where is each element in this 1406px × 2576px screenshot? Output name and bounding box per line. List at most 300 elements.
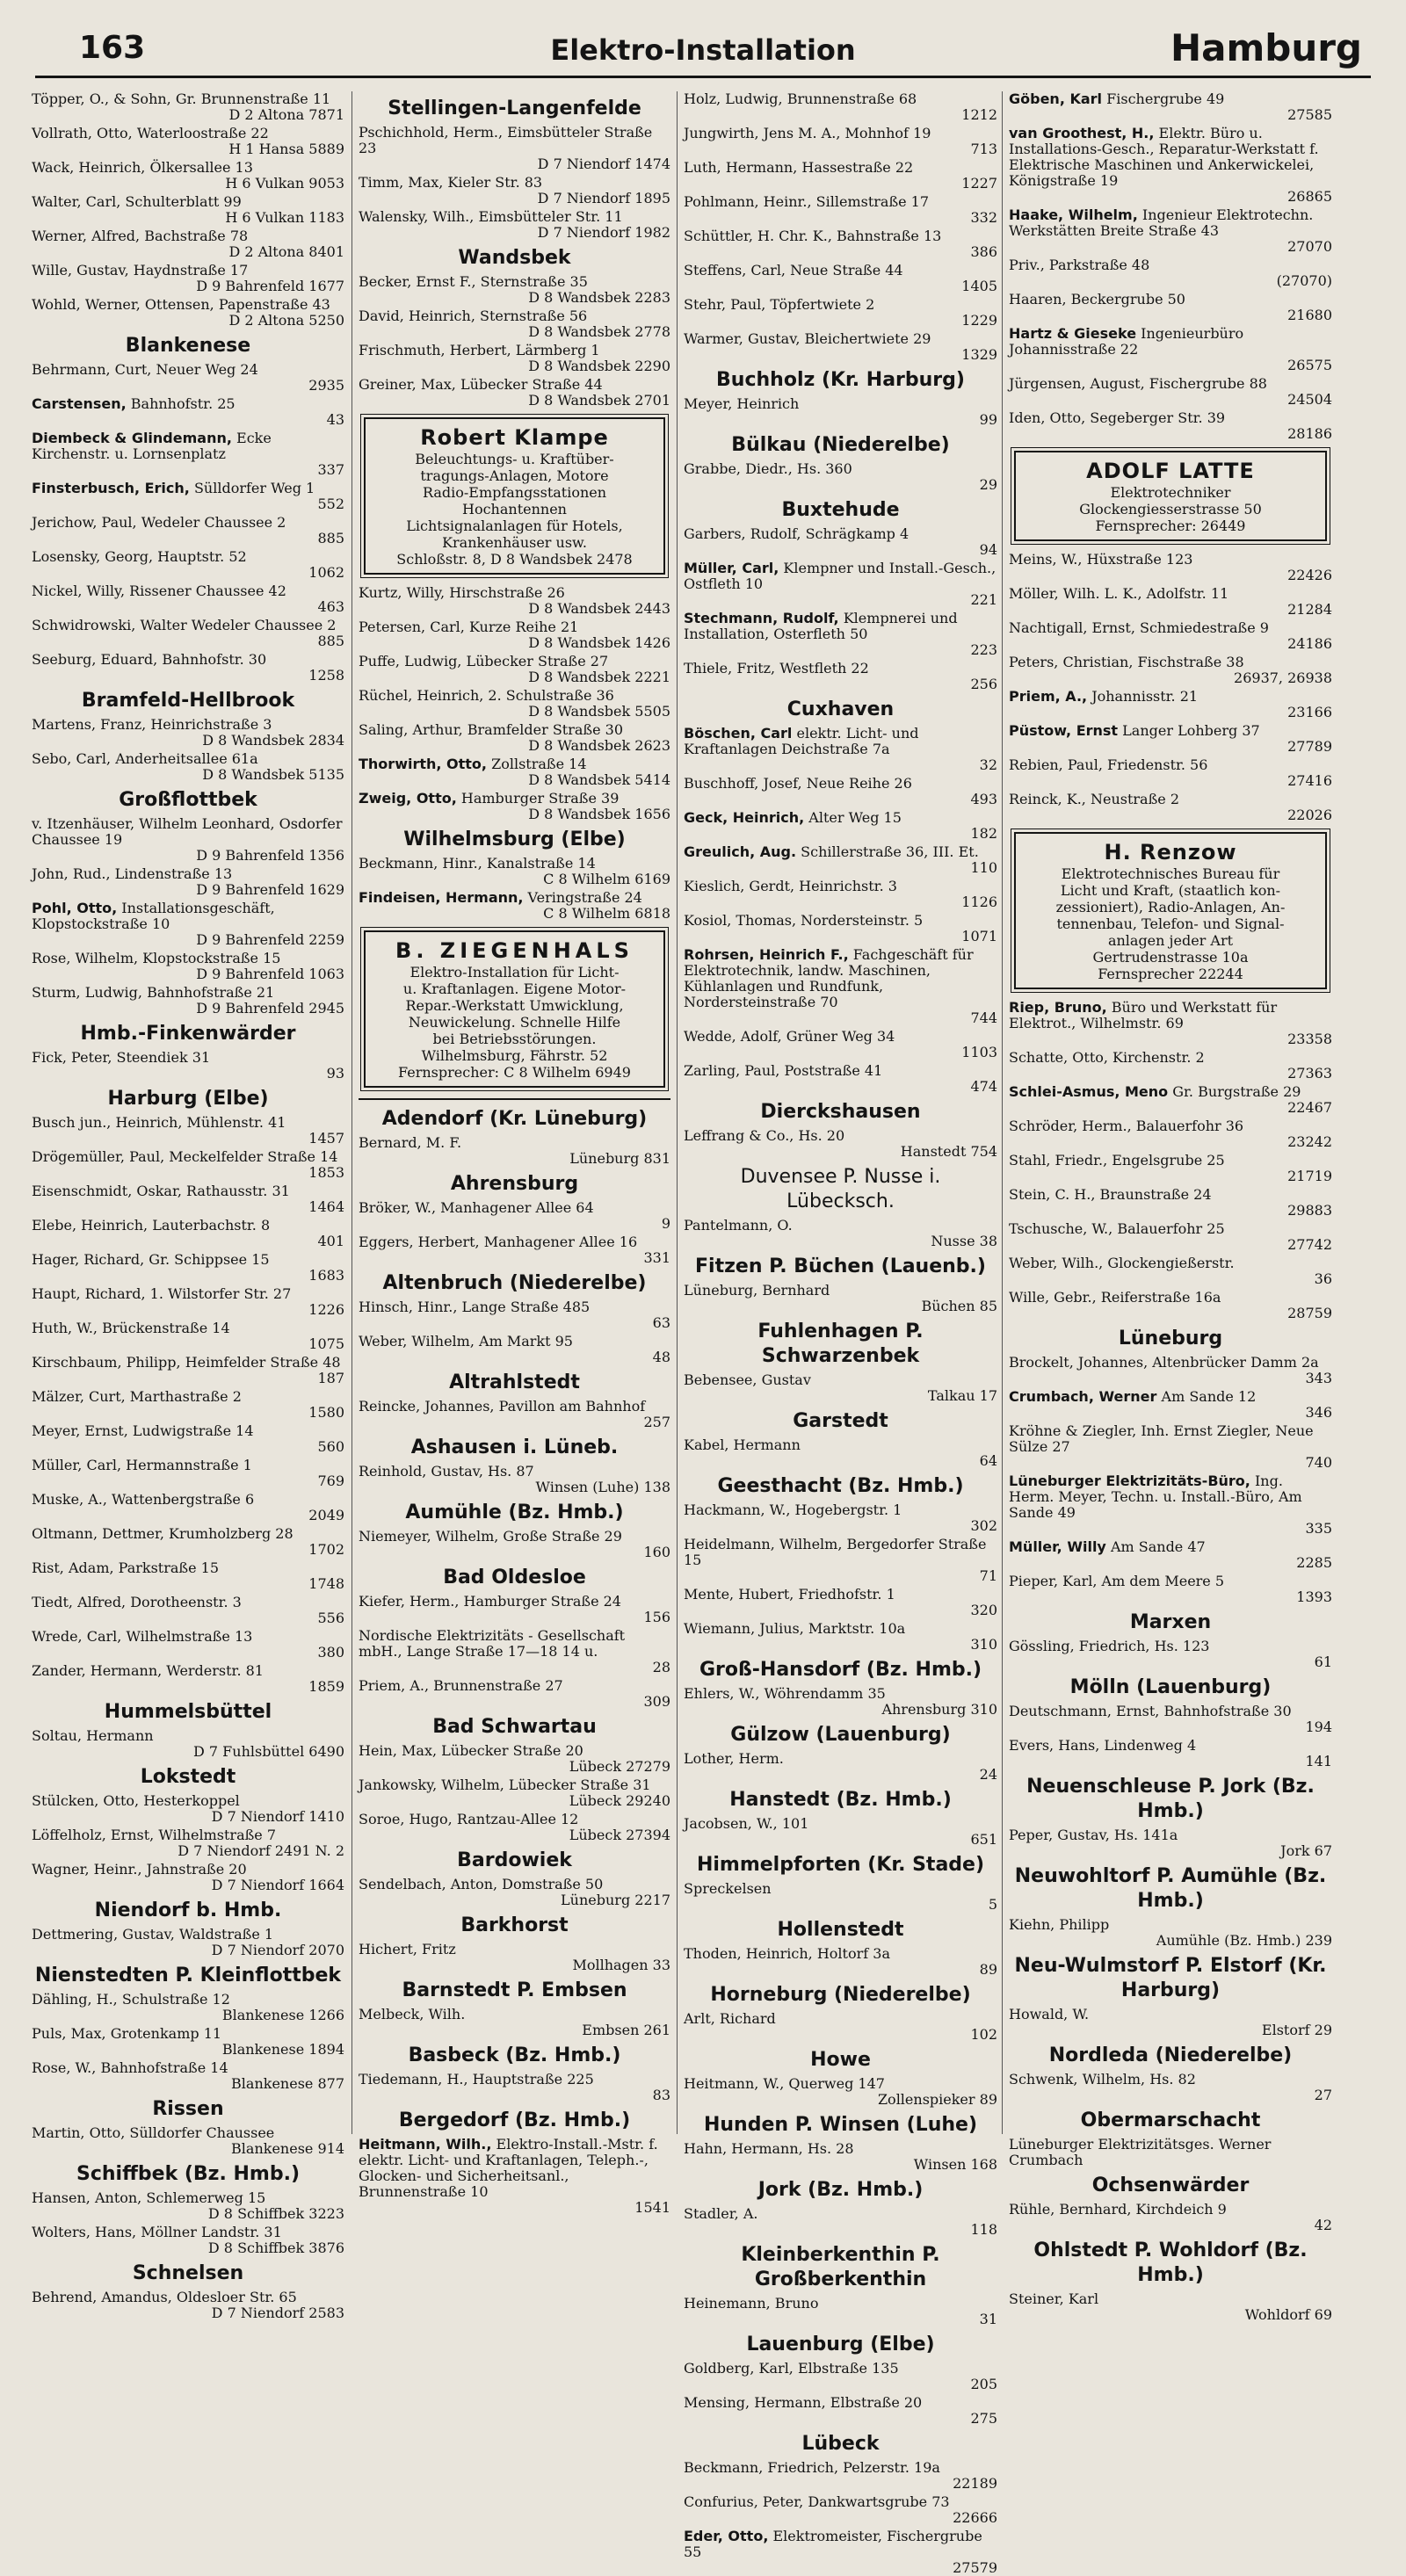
entry-name: Drögemüller, Paul, Meckelfelder Straße 14 xyxy=(32,1148,338,1165)
directory-entry xyxy=(32,1149,344,1181)
directory-entry xyxy=(1009,1704,1332,1735)
directory-entry xyxy=(32,1862,344,1893)
section-heading: Bramfeld-Hellbrook xyxy=(81,690,295,712)
advertisement-title: H. Renzow xyxy=(1104,840,1237,865)
advertisement-line: Licht und Kraft, (staatlich kon- xyxy=(1060,882,1281,899)
entry-details: Veringstraße 24 xyxy=(523,889,642,906)
column-4 xyxy=(1009,90,1332,2323)
entry-name: Peper, Gustav, Hs. 141a xyxy=(1009,1827,1178,1843)
directory-entry xyxy=(359,1877,670,1908)
entry-phone: D 9 Bahrenfeld 1356 xyxy=(196,847,344,864)
entry-name: Weber, Wilh., Glockengießerstr. xyxy=(1009,1255,1235,1271)
entry-phone: 83 xyxy=(652,2087,670,2103)
section-heading: Fitzen P. Büchen (Lauenb.) xyxy=(695,1255,986,1277)
directory-entry xyxy=(684,2494,997,2526)
entry-details: Bahnhofstr. 25 xyxy=(126,395,236,412)
entry-name: Losensky, Georg, Hauptstr. 52 xyxy=(32,548,247,565)
directory-entry xyxy=(1009,792,1332,823)
section-heading: Bülkau (Niederelbe) xyxy=(731,434,950,456)
directory-entry xyxy=(1009,757,1332,789)
entry-phone: D 8 Wandsbek 2221 xyxy=(528,669,670,685)
entry-name: Warmer, Gustav, Bleichertwiete 29 xyxy=(684,330,931,347)
section-heading: Gülzow (Lauenburg) xyxy=(730,1724,951,1746)
entry-name: Diembeck & Glindemann, xyxy=(32,430,232,446)
entry-phone: D 9 Bahrenfeld 1629 xyxy=(196,881,344,898)
entry-name: Wille, Gustav, Haydnstraße 17 xyxy=(32,262,249,279)
directory-entry xyxy=(684,526,997,558)
directory-entry xyxy=(684,91,997,123)
entry-phone: 27789 xyxy=(1287,738,1332,755)
section-heading: Ohlstedt P. Wohldorf (Bz. Hmb.) xyxy=(1033,2240,1308,2286)
directory-entry xyxy=(1009,91,1332,123)
directory-entry xyxy=(1009,723,1332,755)
entry-name: Brockelt, Johannes, Altenbrücker Damm 2a xyxy=(1009,1354,1319,1371)
city-title: Hamburg xyxy=(1170,26,1362,69)
entry-name: Wedde, Adolf, Grüner Weg 34 xyxy=(684,1028,895,1045)
entry-phone: 141 xyxy=(1305,1753,1332,1769)
entry-details: Zollstraße 14 xyxy=(487,756,587,772)
section-heading: Geesthacht (Bz. Hmb.) xyxy=(717,1475,964,1497)
directory-entry xyxy=(359,1777,670,1809)
entry-phone: Blankenese 877 xyxy=(231,2075,344,2092)
directory-entry xyxy=(359,1399,670,1430)
entry-name: Hansen, Anton, Schlemerweg 15 xyxy=(32,2189,266,2206)
entry-name: Heidelmann, Wilhelm, Bergedorfer Straße 15 xyxy=(684,1536,987,1568)
section-heading: Lübeck xyxy=(801,2433,880,2455)
entry-details: Ingenieur Elektrotechn. Werkstätten Breite Straße 43 xyxy=(1009,206,1314,239)
entry-name: Heitmann, Wilh., xyxy=(359,2136,492,2153)
entry-name: Seeburg, Eduard, Bahnhofstr. 30 xyxy=(32,651,267,668)
entry-name: Bebensee, Gustav xyxy=(684,1371,811,1388)
entry-name: Riep, Bruno, xyxy=(1009,999,1107,1016)
advertisement-line: Gertrudenstrasse 10a xyxy=(1092,949,1249,966)
advertisement-line: Schloßstr. 8, D 8 Wandsbek 2478 xyxy=(396,551,633,568)
directory-entry xyxy=(684,611,997,658)
entry-name: Töpper, O., & Sohn, Gr. Brunnenstraße 11 xyxy=(32,90,331,107)
section-heading: Niendorf b. Hmb. xyxy=(94,1899,282,1921)
entry-name: Walensky, Wilh., Eimsbütteler Str. 11 xyxy=(359,208,623,225)
entry-name: Stehr, Paul, Töpfertwiete 2 xyxy=(684,296,875,313)
directory-entry xyxy=(359,1334,670,1365)
section-heading: Garstedt xyxy=(793,1410,888,1432)
advertisement-title: ADOLF LATTE xyxy=(1086,459,1255,483)
entry-name: Petersen, Carl, Kurze Reihe 21 xyxy=(359,619,579,635)
entry-name: Bernard, M. F. xyxy=(359,1134,462,1151)
directory-entry xyxy=(359,2072,670,2103)
directory-entry xyxy=(1009,1539,1332,1571)
entry-phone: Lüneburg 831 xyxy=(569,1150,670,1167)
entry-phone: D 8 Wandsbek 5505 xyxy=(528,703,670,720)
advertisement-line: zessioniert), Radio-Anlagen, An- xyxy=(1055,899,1286,915)
entry-name: Eggers, Herbert, Manhagener Allee 16 xyxy=(359,1234,638,1250)
entry-phone: 48 xyxy=(652,1349,670,1365)
entry-phone: 24186 xyxy=(1287,635,1332,652)
entry-phone: 89 xyxy=(979,1961,997,1978)
entry-phone: 310 xyxy=(970,1636,997,1653)
entry-phone: 1748 xyxy=(308,1575,344,1592)
entry-name: Sendelbach, Anton, Domstraße 50 xyxy=(359,1876,604,1892)
entry-phone: D 8 Wandsbek 2623 xyxy=(528,737,670,754)
entry-phone: 194 xyxy=(1305,1719,1332,1735)
entry-phone: 27585 xyxy=(1287,106,1332,123)
directory-entry xyxy=(684,126,997,157)
entry-phone: 401 xyxy=(317,1233,344,1249)
section-heading: Großflottbek xyxy=(119,789,257,811)
entry-name: Martin, Otto, Sülldorfer Chaussee xyxy=(32,2124,275,2141)
directory-entry xyxy=(32,985,344,1017)
entry-name: Wiemann, Julius, Marktstr. 10a xyxy=(684,1620,906,1637)
advertisement-line: anlagen jeder Art xyxy=(1107,932,1234,949)
directory-entry xyxy=(1009,620,1332,652)
entry-name: Kirschbaum, Philipp, Heimfelder Straße 48 xyxy=(32,1354,341,1371)
entry-phone: Lübeck 27394 xyxy=(569,1827,670,1843)
entry-name: Stechmann, Rudolf, xyxy=(684,610,839,626)
directory-entry xyxy=(32,1992,344,2023)
entry-name: Geck, Heinrich, xyxy=(684,809,805,826)
directory-entry xyxy=(684,2141,997,2173)
entry-phone: 257 xyxy=(643,1414,670,1430)
entry-phone: 205 xyxy=(970,2376,997,2392)
entry-phone: 1212 xyxy=(961,106,997,123)
entry-phone: (27070) xyxy=(1276,272,1332,289)
entry-name: Göben, Karl xyxy=(1009,90,1103,107)
directory-entry xyxy=(32,1492,344,1523)
entry-phone: 27 xyxy=(1314,2087,1332,2103)
directory-entry xyxy=(32,194,344,226)
entry-name: Lother, Herm. xyxy=(684,1750,784,1767)
entry-phone: 1702 xyxy=(308,1541,344,1558)
directory-entry xyxy=(684,461,997,493)
entry-name: Saling, Arthur, Bramfelder Straße 30 xyxy=(359,721,624,738)
entry-phone: 27363 xyxy=(1287,1065,1332,1082)
directory-entry xyxy=(1009,326,1332,373)
entry-details: Schillerstraße 36, III. Et. xyxy=(796,843,979,860)
advertisement-line: tragungs-Anlagen, Motore xyxy=(420,467,609,484)
entry-phone: 885 xyxy=(317,633,344,649)
entry-details: Elektro-Install.-Mstr. f. elektr. Licht- und Kraftanlagen, Teleph.-, Glocken- und Sicherheitsanl., Brunnenstraße 10 xyxy=(359,2136,658,2200)
directory-entry xyxy=(684,810,997,842)
entry-name: Goldberg, Karl, Elbstraße 135 xyxy=(684,2360,899,2377)
section-heading: Aumühle (Bz. Hmb.) xyxy=(405,1501,624,1523)
entry-phone: H 1 Hansa 5889 xyxy=(228,141,344,157)
entry-name: Tiedemann, H., Hauptstraße 225 xyxy=(359,2071,594,2088)
directory-entry xyxy=(684,1686,997,1718)
section-heading: Nordleda (Niederelbe) xyxy=(1048,2044,1293,2066)
page-number: 163 xyxy=(79,30,146,66)
entry-phone: 26575 xyxy=(1287,357,1332,373)
section-heading: Stellingen-Langenfelde xyxy=(388,98,641,119)
entry-name: Pieper, Karl, Am dem Meere 5 xyxy=(1009,1573,1225,1589)
entry-phone: Hanstedt 754 xyxy=(900,1143,997,1160)
entry-phone: 474 xyxy=(970,1078,997,1095)
entry-name: Tschusche, W., Balauerfohr 25 xyxy=(1009,1220,1225,1237)
directory-entry xyxy=(32,263,344,294)
section-heading: Lüneburg xyxy=(1118,1328,1223,1350)
entry-details: Elektr. Büro u. Installations-Gesch., Reparatur-Werkstatt f. Elektrische Maschinen und Ankerwickelei, Königstraße 19 xyxy=(1009,125,1319,189)
entry-phone: 94 xyxy=(979,541,997,558)
directory-entry xyxy=(32,618,344,649)
entry-details: Fachgeschäft für Elektrotechnik, landw. Maschinen, Kühlanlagen und Rundfunk, Nordersteinstraße 70 xyxy=(684,946,974,1010)
entry-name: Schröder, Herm., Balauerfohr 36 xyxy=(1009,1118,1244,1134)
section-heading: Wilhelmsburg (Elbe) xyxy=(403,829,626,850)
entry-phone: 27742 xyxy=(1287,1236,1332,1253)
directory-entry xyxy=(32,1927,344,1958)
section-heading: Hollenstedt xyxy=(777,1919,904,1941)
advertisement-box xyxy=(1014,451,1327,541)
advertisement-line: Hochantennen xyxy=(462,501,567,517)
entry-name: Lüneburger Elektrizitätsges. Werner Crumbach xyxy=(1009,2136,1272,2168)
section-heading: Neuenschleuse P. Jork (Bz. Hmb.) xyxy=(1026,1776,1315,1822)
entry-name: Möller, Wilh. L. K., Adolfstr. 11 xyxy=(1009,585,1229,602)
entry-details: Klempnerei und Installation, Osterfleth 50 xyxy=(684,610,958,642)
entry-phone: 1683 xyxy=(308,1267,344,1284)
advertisement-line: Beleuchtungs- u. Kraftüber- xyxy=(415,451,614,467)
directory-entry xyxy=(684,1751,997,1783)
directory-entry xyxy=(684,2395,997,2427)
directory-entry xyxy=(684,1218,997,1249)
directory-entry xyxy=(359,125,670,172)
section-heading: Barnstedt P. Embsen xyxy=(402,1979,627,2001)
entry-phone: 61 xyxy=(1314,1653,1332,1670)
entry-phone: D 8 Wandsbek 2443 xyxy=(528,600,670,617)
entry-name: Howald, W. xyxy=(1009,2006,1090,2022)
directory-entry xyxy=(32,816,344,864)
entry-phone: 110 xyxy=(970,859,997,876)
directory-entry xyxy=(1009,586,1332,618)
entry-name: Walter, Carl, Schulterblatt 99 xyxy=(32,193,242,210)
entry-name: Wack, Heinrich, Ölkersallee 13 xyxy=(32,159,253,176)
section-heading: Bergedorf (Bz. Hmb.) xyxy=(398,2109,631,2131)
entry-name: Jürgensen, August, Fischergrube 88 xyxy=(1009,375,1267,392)
entry-name: Fick, Peter, Steendiek 31 xyxy=(32,1049,211,1066)
entry-phone: 2935 xyxy=(308,377,344,394)
directory-entry xyxy=(1009,1084,1332,1116)
entry-name: Jacobsen, W., 101 xyxy=(684,1815,809,1832)
entry-phone: D 2 Altona 8401 xyxy=(228,243,344,260)
directory-entry xyxy=(1009,1574,1332,1605)
entry-name: Müller, Willy xyxy=(1009,1538,1106,1555)
entry-name: Haupt, Richard, 1. Wilstorfer Str. 27 xyxy=(32,1285,292,1302)
directory-entry xyxy=(1009,410,1332,442)
section-heading: Adendorf (Kr. Lüneburg) xyxy=(381,1108,648,1130)
entry-name: Reinhold, Gustav, Hs. 87 xyxy=(359,1463,534,1480)
entry-phone: D 2 Altona 5250 xyxy=(228,312,344,329)
entry-phone: 93 xyxy=(326,1065,344,1082)
advertisement-title: B. ZIEGENHALS xyxy=(395,938,634,963)
entry-name: Timm, Max, Kieler Str. 83 xyxy=(359,174,543,191)
directory-entry xyxy=(1009,1221,1332,1253)
directory-entry xyxy=(684,1881,997,1913)
advertisement-line: Radio-Empfangsstationen xyxy=(422,484,607,501)
entry-name: Huth, W., Brückenstraße 14 xyxy=(32,1320,230,1336)
entry-name: Elebe, Heinrich, Lauterbachstr. 8 xyxy=(32,1217,271,1234)
entry-name: Stadler, A. xyxy=(684,2205,758,2222)
entry-name: Püstow, Ernst xyxy=(1009,722,1119,739)
directory-entry xyxy=(32,2026,344,2058)
directory-entry xyxy=(684,2076,997,2108)
entry-phone: 337 xyxy=(317,461,344,478)
advertisement-box xyxy=(364,417,665,575)
advertisement-line: Elektrotechniker xyxy=(1110,484,1231,501)
entry-phone: 343 xyxy=(1305,1370,1332,1386)
advertisement-line: Fernsprecher: 26449 xyxy=(1095,517,1246,534)
directory-entry xyxy=(684,879,997,910)
directory-entry xyxy=(1009,2137,1332,2168)
entry-name: Deutschmann, Ernst, Bahnhofstraße 30 xyxy=(1009,1703,1292,1719)
directory-entry xyxy=(1009,2202,1332,2233)
section-heading: Schiffbek (Bz. Hmb.) xyxy=(76,2163,300,2185)
entry-name: Evers, Hans, Lindenweg 4 xyxy=(1009,1737,1197,1754)
entry-phone: D 8 Wandsbek 2701 xyxy=(528,392,670,409)
directory-entry xyxy=(359,1743,670,1775)
directory-entry xyxy=(684,947,997,1026)
section-heading: Basbeck (Bz. Hmb.) xyxy=(408,2044,621,2066)
entry-name: Meins, W., Hüxstraße 123 xyxy=(1009,551,1193,568)
section-heading: Buchholz (Kr. Harburg) xyxy=(716,369,965,391)
directory-entry xyxy=(32,362,344,394)
entry-name: Grabbe, Diedr., Hs. 360 xyxy=(684,460,852,477)
entry-phone: D 8 Wandsbek 2834 xyxy=(202,732,344,749)
entry-phone: 1457 xyxy=(308,1130,344,1147)
entry-phone: 21284 xyxy=(1287,601,1332,618)
entry-details: Installationsgeschäft, Klopstockstraße 10 xyxy=(32,900,275,932)
entry-phone: D 9 Bahrenfeld 2945 xyxy=(196,1000,344,1017)
entry-phone: 651 xyxy=(970,1831,997,1848)
directory-entry xyxy=(684,228,997,260)
entry-name: Finsterbusch, Erich, xyxy=(32,480,190,496)
entry-phone: D 7 Niendorf 1664 xyxy=(211,1877,344,1893)
entry-name: Priem, A., xyxy=(1009,688,1088,705)
entry-details: Sülldorfer Weg 1 xyxy=(189,480,315,496)
entry-name: Kiehn, Philipp xyxy=(1009,1916,1110,1933)
entry-details: elektr. Licht- und Kraftanlagen Deichstraße 7a xyxy=(684,725,919,757)
entry-name: Stülcken, Otto, Hesterkoppel xyxy=(32,1792,240,1809)
directory-entry xyxy=(684,1816,997,1848)
entry-name: Iden, Otto, Segeberger Str. 39 xyxy=(1009,409,1226,426)
directory-entry xyxy=(684,661,997,692)
entry-phone: D 7 Niendorf 1895 xyxy=(537,190,670,206)
entry-phone: 71 xyxy=(979,1567,997,1584)
entry-name: Weber, Wilhelm, Am Markt 95 xyxy=(359,1333,573,1350)
entry-name: Puls, Max, Grotenkamp 11 xyxy=(32,2025,222,2042)
entry-details: Gr. Burgstraße 29 xyxy=(1168,1083,1301,1100)
entry-name: Hackmann, W., Hogebergstr. 1 xyxy=(684,1501,902,1518)
directory-entry xyxy=(32,1389,344,1421)
entry-phone: 9 xyxy=(661,1215,670,1232)
column-divider xyxy=(677,91,678,2134)
directory-entry xyxy=(32,901,344,948)
directory-entry xyxy=(32,1629,344,1661)
entry-phone: 1229 xyxy=(961,312,997,329)
section-heading: Blankenese xyxy=(125,335,251,357)
entry-details: Johannisstr. 21 xyxy=(1087,688,1199,705)
directory-entry xyxy=(359,585,670,617)
entry-name: Jungwirth, Jens M. A., Mohnhof 19 xyxy=(684,125,931,141)
entry-name: Eder, Otto, xyxy=(684,2528,769,2544)
entry-name: Jerichow, Paul, Wedeler Chaussee 2 xyxy=(32,514,286,531)
entry-name: Hager, Richard, Gr. Schippsee 15 xyxy=(32,1251,270,1268)
directory-entry xyxy=(359,2007,670,2038)
entry-name: Mensing, Hermann, Elbstraße 20 xyxy=(684,2394,923,2411)
directory-entry xyxy=(359,688,670,720)
entry-name: Dähling, H., Schulstraße 12 xyxy=(32,1991,230,2008)
entry-phone: 24 xyxy=(979,1766,997,1783)
entry-name: Martens, Franz, Heinrichstraße 3 xyxy=(32,716,272,733)
section-heading: Hanstedt (Bz. Hmb.) xyxy=(729,1789,952,1811)
directory-entry xyxy=(684,1437,997,1469)
directory-entry xyxy=(32,1526,344,1558)
directory-entry xyxy=(359,654,670,685)
entry-name: Peters, Christian, Fischstraße 38 xyxy=(1009,654,1244,670)
column-2 xyxy=(359,91,670,2216)
entry-phone: 27070 xyxy=(1287,238,1332,255)
section-heading: Howe xyxy=(810,2049,871,2071)
directory-entry xyxy=(684,297,997,329)
entry-phone: 1103 xyxy=(961,1044,997,1060)
entry-name: Rist, Adam, Parkstraße 15 xyxy=(32,1559,220,1576)
entry-name: Reinck, K., Neustraße 2 xyxy=(1009,791,1179,807)
directory-entry xyxy=(32,951,344,982)
directory-entry xyxy=(359,377,670,409)
directory-entry xyxy=(359,756,670,788)
entry-name: Meyer, Heinrich xyxy=(684,395,800,412)
advertisement-title: Robert Klampe xyxy=(420,425,609,450)
advertisement-line: Glockengiesserstrasse 50 xyxy=(1079,501,1262,517)
entry-phone: 43 xyxy=(326,411,344,428)
entry-phone: H 6 Vulkan 9053 xyxy=(225,175,344,192)
entry-phone: C 8 Wilhelm 6169 xyxy=(543,871,670,887)
directory-entry xyxy=(32,717,344,749)
directory-entry xyxy=(32,396,344,428)
directory-entry xyxy=(32,126,344,157)
advertisement-line: bei Betriebsstörungen. xyxy=(432,1031,597,1047)
entry-phone: 22026 xyxy=(1287,807,1332,823)
entry-phone: 22189 xyxy=(953,2475,997,2492)
entry-name: Rüchel, Heinrich, 2. Schulstraße 36 xyxy=(359,687,614,704)
entry-details: Alter Weg 15 xyxy=(804,809,902,826)
entry-name: Wrede, Carl, Wilhelmstraße 13 xyxy=(32,1628,253,1645)
entry-name: Hein, Max, Lübecker Straße 20 xyxy=(359,1742,583,1759)
entry-name: Schlei-Asmus, Meno xyxy=(1009,1083,1169,1100)
section-heading: Schnelsen xyxy=(132,2262,244,2284)
entry-phone: Winsen 168 xyxy=(913,2156,997,2173)
directory-entry xyxy=(32,2060,344,2092)
entry-name: Steffens, Carl, Neue Straße 44 xyxy=(684,262,903,279)
entry-name: Kabel, Hermann xyxy=(684,1436,801,1453)
entry-name: Meyer, Ernst, Ludwigstraße 14 xyxy=(32,1422,254,1439)
section-heading: Hummelsbüttel xyxy=(104,1701,272,1723)
entry-name: Gössling, Friedrich, Hs. 123 xyxy=(1009,1638,1210,1654)
directory-entry xyxy=(359,619,670,651)
entry-phone: 769 xyxy=(317,1473,344,1489)
entry-name: Beckmann, Hinr., Kanalstraße 14 xyxy=(359,855,596,872)
page-header xyxy=(35,25,1371,78)
directory-entry xyxy=(684,2296,997,2327)
advertisement-box xyxy=(1014,832,1327,989)
directory-entry xyxy=(359,1200,670,1232)
directory-entry xyxy=(1009,1423,1332,1471)
advertisement-box xyxy=(364,930,665,1088)
entry-phone: 331 xyxy=(643,1249,670,1266)
entry-phone: D 8 Wandsbek 1426 xyxy=(528,634,670,651)
entry-name: Hahn, Hermann, Hs. 28 xyxy=(684,2140,854,2157)
directory-entry xyxy=(684,561,997,608)
entry-phone: Lübeck 27279 xyxy=(569,1758,670,1775)
directory-entry xyxy=(684,844,997,876)
entry-details: Klempner und Install.-Gesch., Ostfleth 10 xyxy=(684,560,997,592)
entry-phone: 156 xyxy=(643,1609,670,1625)
directory-entry xyxy=(1009,1050,1332,1082)
